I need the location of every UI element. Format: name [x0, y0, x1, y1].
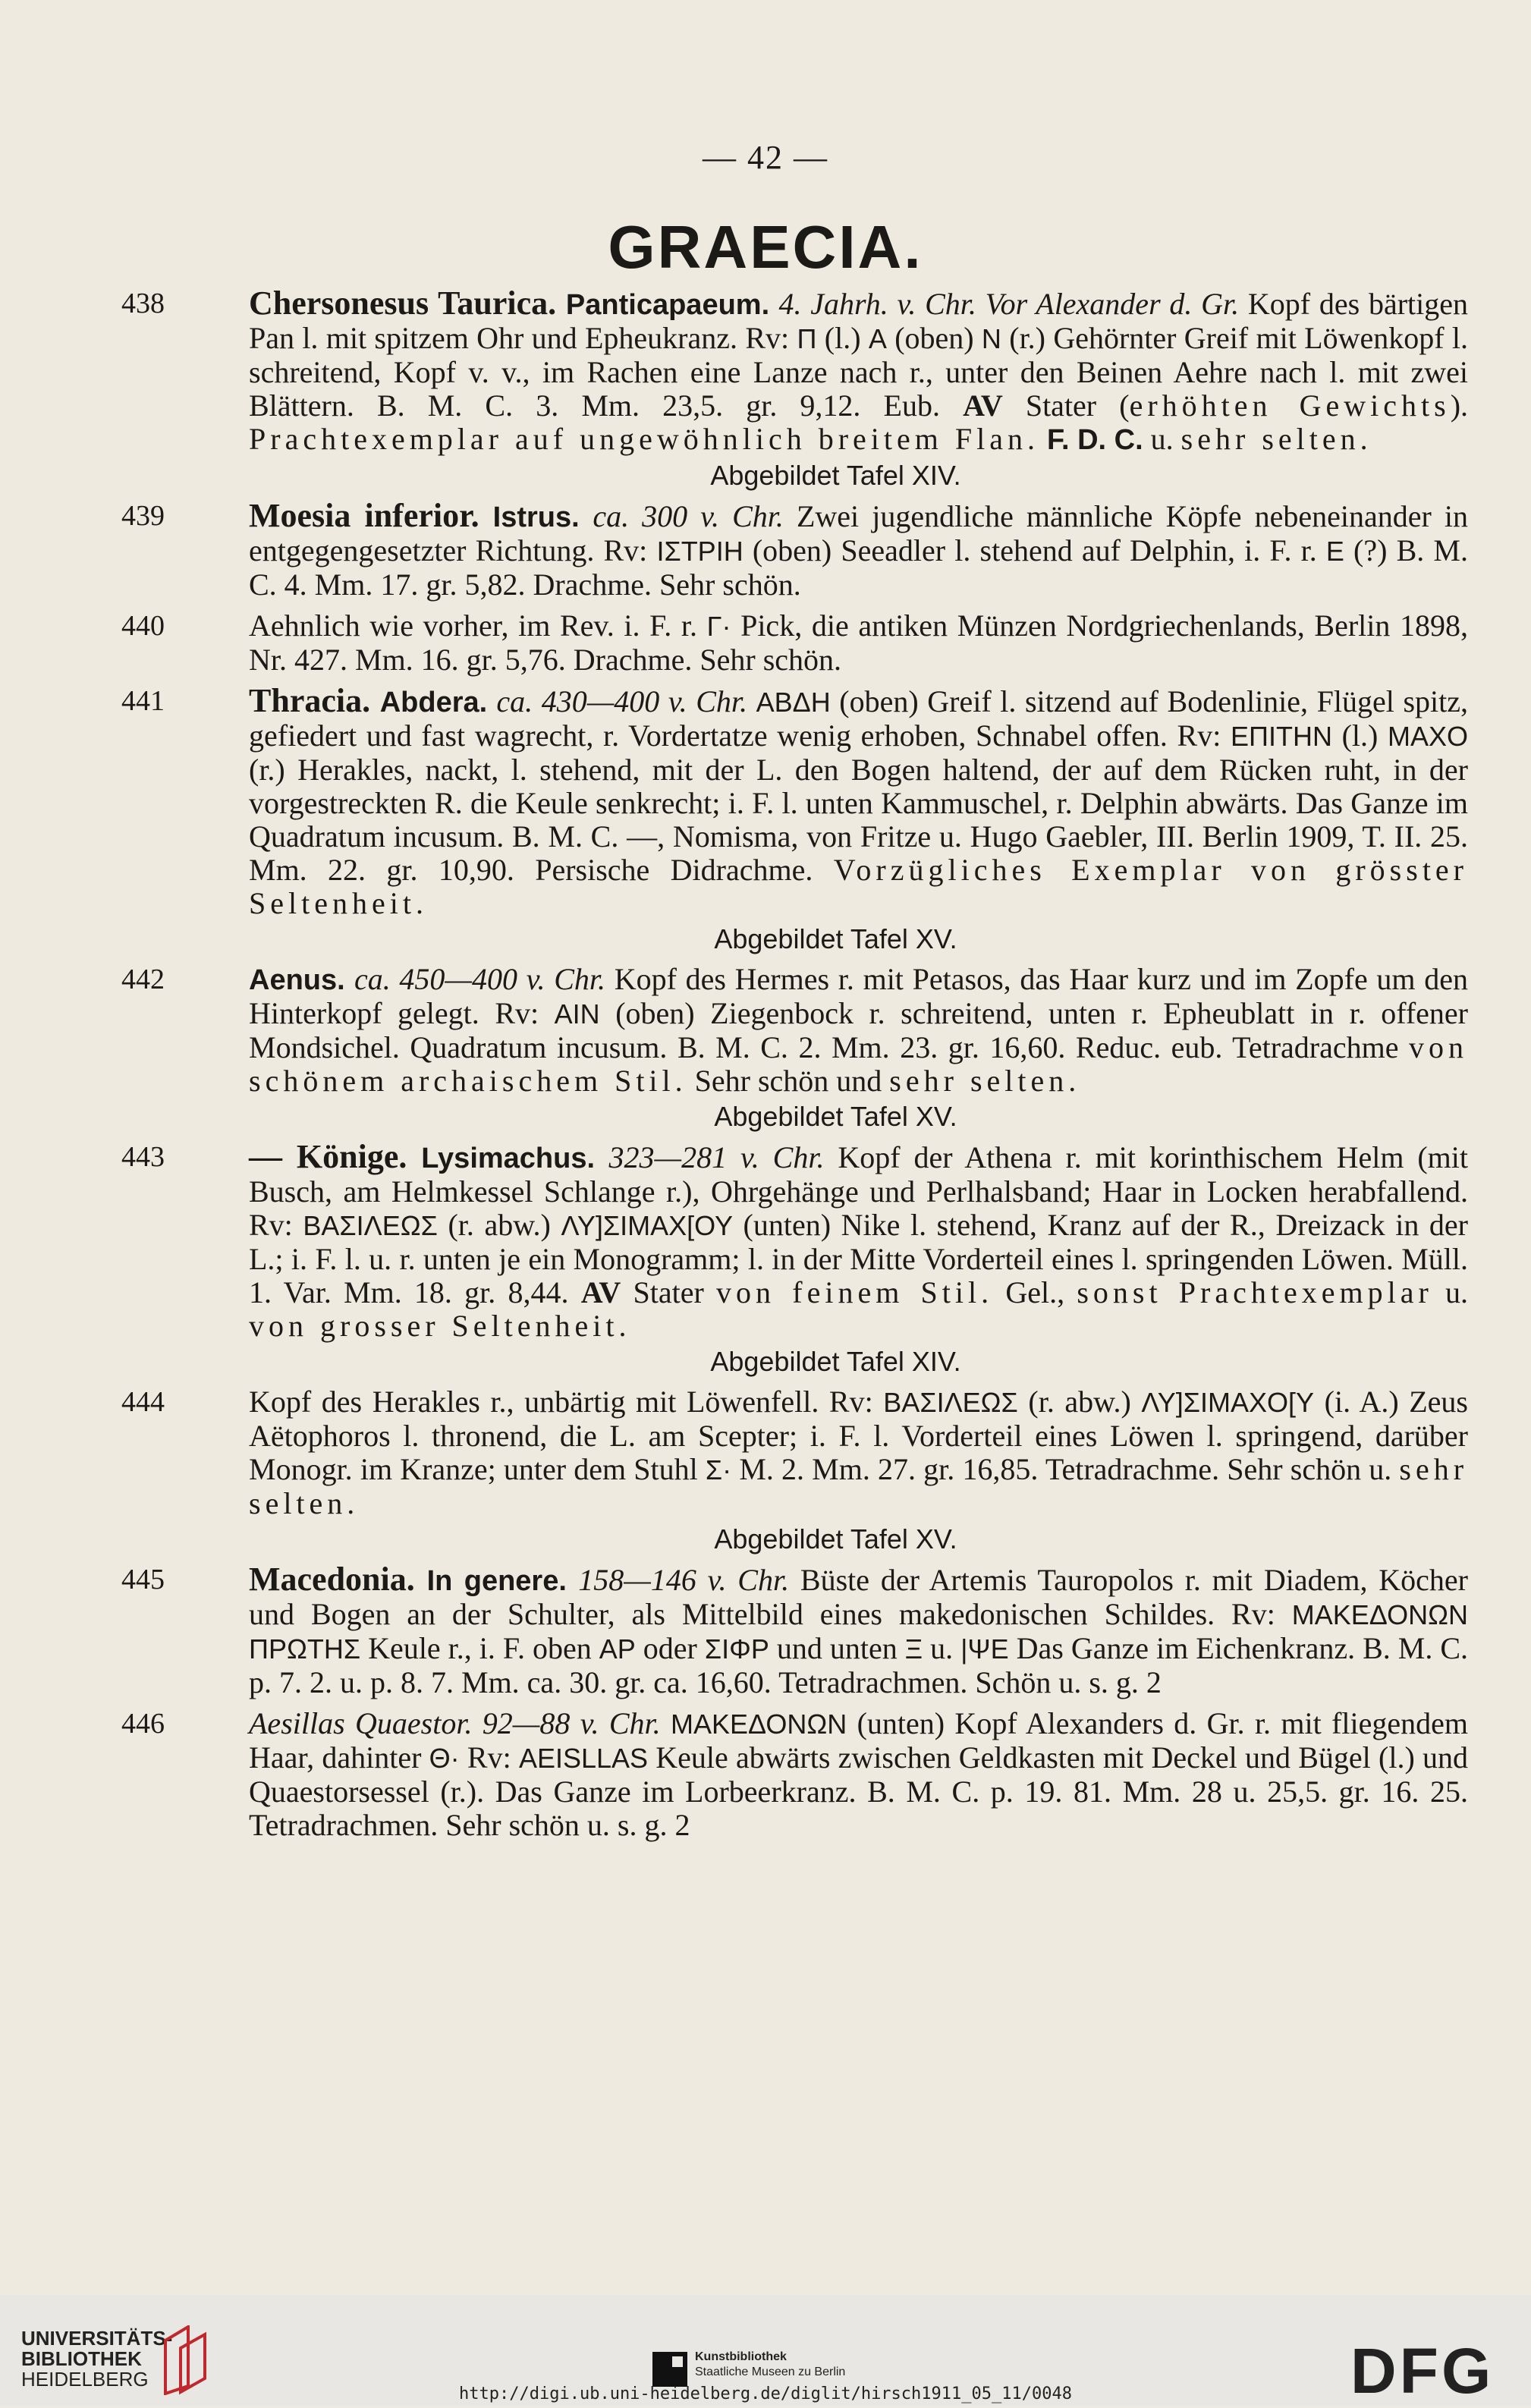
entry-text-segment: Sehr schön und — [687, 1064, 890, 1098]
catalogue-entry — [121, 1707, 1468, 1842]
entry-text-segment: ca. 430—400 v. Chr. — [496, 684, 756, 718]
entry-text-segment: (l.) — [1331, 718, 1388, 753]
entry-description — [249, 1707, 1468, 1842]
ub-heidelberg-logo[interactable] — [21, 2328, 172, 2390]
plate-reference: Abgebildet Tafel XIV. — [710, 460, 961, 491]
entry-text-segment: (oben) Seeadler l. stehend auf Delphin, i. F. r. — [743, 533, 1326, 567]
plate-reference: Abgebildet Tafel XV. — [714, 923, 957, 954]
entry-text-segment: sehr selten. — [249, 1452, 1469, 1520]
entry-text-segment: (r. abw.) — [1017, 1385, 1142, 1419]
entry-text-segment: Macedonia. — [249, 1561, 427, 1598]
dfg-logo[interactable]: DFG — [1350, 2335, 1495, 2406]
page-number: — 42 — — [703, 139, 828, 176]
entry-text-segment: sehr selten. — [1180, 422, 1372, 456]
entry-text-segment: ΜΑΚΕΔΟΝΩΝ — [671, 1709, 847, 1740]
entry-text-segment: AEISLLAS — [518, 1743, 649, 1774]
kunstbibliothek-logo-icon[interactable] — [652, 2352, 687, 2387]
kunstbibliothek-label — [695, 2350, 845, 2380]
entry-text-segment: ΙΣΤΡΙΗ — [656, 536, 743, 567]
entry-number: 444 — [121, 1386, 165, 1418]
entry-text-segment: (i. A.) Zeus Aëtophoros l. thronend, die L. am Scepter; i. F. l. Vorderteil eines Löwen l. springend, darüber Monogr. im Kranze; unter dem Stuhl — [249, 1385, 1468, 1486]
entry-text-segment: ΑΡ — [599, 1633, 636, 1665]
entry-text-segment: Γ· — [706, 611, 731, 642]
entry-text-segment: ΜΑΧΟ — [1387, 721, 1468, 752]
entry-text-segment: ΣΙΦΡ — [704, 1633, 769, 1665]
entry-description — [249, 684, 1468, 920]
catalogue-entry — [121, 1385, 1468, 1555]
entry-description — [249, 609, 1468, 677]
entry-text-segment: sonst Prachtexemplar — [1077, 1275, 1433, 1309]
entry-text-segment: ΒΑΣΙΛΕΩΣ — [883, 1387, 1018, 1418]
entry-number: 441 — [121, 685, 165, 717]
entry-text-segment: Aesillas Quaestor. 92—88 v. Chr. — [249, 1706, 671, 1740]
entry-text-segment: u. — [1143, 422, 1181, 456]
entry-text-segment: Chersonesus Taurica. — [249, 284, 566, 322]
entry-description — [249, 963, 1468, 1098]
entry-text-segment: A — [868, 323, 887, 354]
entry-text-segment: Büste der Artemis Tauropolos r. mit Diadem, Köcher und Bogen an der Schulter, als Mittelbild eines makedonischen Schildes. Rv: — [249, 1563, 1468, 1631]
entry-text-segment: u. — [1432, 1275, 1468, 1309]
entry-text-segment: 323—281 v. Chr. — [608, 1140, 838, 1174]
entry-text-segment: ΛΥ]ΣΙΜΑΧ[ΟΥ — [561, 1210, 733, 1241]
entry-number: 446 — [121, 1708, 165, 1740]
entry-text-segment: ). — [1450, 388, 1469, 423]
entry-text-segment: Σ· — [705, 1454, 732, 1485]
entry-text-segment: AV — [963, 388, 1003, 423]
entry-number: 443 — [121, 1141, 165, 1173]
ub-logo-line1: UNIVERSITÄTS- — [21, 2327, 173, 2350]
entry-text-segment: |ΨΕ — [960, 1633, 1009, 1665]
entry-text-segment: u. — [923, 1631, 961, 1665]
entry-text-segment: (oben) Ziegenbock r. schreitend, unten r. Epheublatt in r. offener Mondsichel. Quadratum incusum. B. M. C. 2. Mm. 23. gr. 16,60. Reduc. eub. Tetradrachme — [249, 996, 1468, 1064]
entry-text-segment: Kopf des Herakles r., unbärtig mit Löwenfell. Rv: — [249, 1385, 884, 1419]
entry-text-segment: ca. 300 v. Chr. — [593, 499, 797, 533]
entry-description — [249, 1563, 1468, 1699]
entry-text-segment: ΕΠΙΤΗΝ — [1230, 721, 1332, 752]
entry-text-segment: Panticapaeum. — [565, 289, 779, 321]
entry-description — [249, 499, 1468, 602]
entry-text-segment: N — [981, 323, 1001, 354]
entry-text-segment: Kopf der Athena r. mit korinthischem Helm (mit Busch, am Helmkessel Schlange r.), Ohrgehänge und Perlhalsband; Haar in Locken herabfallend. Rv: — [249, 1140, 1468, 1242]
entry-text-segment: (r.) Gehörnter Greif mit Löwenkopf l. schreitend, Kopf v. v., im Rachen eine Lanze nach r., unter den Beinen Aehre nach l. mit zwei Blättern. B. M. C. 3. Mm. 23,5. gr. 9,12. Eub. — [249, 321, 1468, 423]
entry-text-segment: M. 2. Mm. 27. gr. 16,85. Tetradrachme. Sehr schön u. — [731, 1452, 1400, 1486]
entry-text-segment: Kopf des bärtigen Pan l. mit spitzem Ohr und Epheukranz. Rv: — [249, 287, 1468, 355]
entry-text-segment: 158—146 v. Chr. — [578, 1563, 800, 1597]
entry-text-segment: ca. 450—400 v. Chr. — [354, 962, 615, 996]
page-title: GRAECIA. — [608, 213, 923, 281]
ub-logo-line2: BIBLIOTHEK — [21, 2347, 142, 2370]
entry-text-segment: Abdera. — [379, 687, 497, 718]
entry-description — [249, 284, 1469, 457]
entry-text-segment: Stater ( — [1002, 388, 1130, 423]
permalink-url[interactable]: http://digi.ub.uni-heidelberg.de/diglit/hirsch1911_05_11/0048 — [459, 2384, 1072, 2403]
catalogue-entry — [121, 609, 1468, 677]
entry-description — [249, 1385, 1468, 1520]
ub-logo-line3: HEIDELBERG — [21, 2368, 149, 2391]
entry-text-segment: Aenus. — [249, 964, 354, 996]
plate-reference: Abgebildet Tafel XIV. — [710, 1346, 961, 1377]
entry-text-segment: Ξ — [904, 1633, 923, 1665]
entry-text-segment: Könige. — [296, 1138, 422, 1175]
entry-text-segment: Gel., — [993, 1275, 1077, 1309]
entry-text-segment: Kopf des Hermes r. mit Petasos, das Haar kurz und im Zopfe um den Hinterkopf gelegt. Rv: — [249, 962, 1469, 1030]
entry-description — [249, 1140, 1468, 1343]
entry-text-segment: (r.) Herakles, nackt, l. stehend, mit der L. den Bogen haltend, der auf dem Rücken ruht, in der vorgestreckten R. die Keule senkrecht; i. F. l. unten Kammuschel, r. Delphin abwärts. Das Ganze im Quadratum incusum. B. M. C. —, Nomisma, von Fritze u. Hugo Gaebler, III. Berlin 1909, T. II. 25. Mm. 22. gr. 10,90. Persische Didrachme. — [249, 753, 1468, 887]
entry-text-segment: F. D. C. — [1046, 424, 1143, 456]
entry-number: 439 — [121, 500, 165, 532]
catalogue-entry — [121, 499, 1468, 602]
entry-text-segment: Vorzügliches Exemplar von grösster Seltenheit. — [249, 853, 1469, 920]
entry-text-segment: (?) B. M. C. 4. Mm. 17. gr. 5,82. Drachme. Sehr schön. — [249, 533, 1468, 602]
entry-text-segment: Zwei jugendliche männliche Köpfe nebeneinander in entgegengesetzter Richtung. Rv: — [249, 499, 1468, 567]
entry-text-segment: Keule r., i. F. oben — [360, 1631, 599, 1665]
entry-number: 445 — [121, 1564, 165, 1595]
catalogue-entry — [121, 684, 1468, 955]
entry-text-segment: ΜΑΚΕΔΟΝΩΝ ΠΡΩΤΗΣ — [249, 1599, 1468, 1665]
entry-text-segment: ΛΥ]ΣΙΜΑΧΟ[Υ — [1141, 1387, 1315, 1418]
entry-text-segment: E — [1325, 536, 1344, 567]
catalogue-entry — [121, 1140, 1468, 1378]
entry-text-segment: von schönem archaischem Stil. — [249, 1030, 1468, 1098]
entry-text-segment: ΒΑΣΙΛΕΩΣ — [303, 1210, 438, 1241]
entry-text-segment: Moesia inferior. — [249, 497, 493, 534]
entry-text-segment: (r. abw.) — [437, 1208, 561, 1242]
entry-text-segment: ΑΒΔΗ — [756, 687, 831, 718]
entry-text-segment: Keule abwärts zwischen Geldkasten mit Deckel und Bügel (l.) und Quaestorsessel (r.). Das Ganze im Lorbeerkranz. B. M. C. p. 19. 81. Mm. 28 u. 25,5. gr. 16. 25. Tetradrachmen. Sehr schön u. s. g. 2 — [249, 1740, 1469, 1842]
entry-text-segment: von grosser Seltenheit. — [249, 1309, 631, 1343]
footer-bar — [0, 2295, 1531, 2406]
entry-text-segment: sehr selten. — [889, 1064, 1081, 1098]
entry-text-segment: erhöhten Gewichts — [1129, 388, 1451, 423]
entry-text-segment: Pick, die antiken Münzen Nordgriechenlands, Berlin 1898, Nr. 427. Mm. 16. gr. 5,76. Drachme. Sehr schön. — [249, 608, 1469, 677]
entry-text-segment: — — [249, 1138, 297, 1175]
entry-text-segment: Thracia. — [249, 682, 380, 719]
entry-text-segment: (unten) Kopf Alexanders d. Gr. r. mit fliegendem Haar, dahinter — [249, 1706, 1469, 1775]
catalogue-entries — [121, 284, 1469, 1850]
entry-text-segment: AV — [580, 1275, 621, 1309]
entry-text-segment: Das Ganze im Eichenkranz. B. M. C. p. 7. 2. u. p. 8. 7. Mm. ca. 30. gr. ca. 16,60. Tetradrachmen. Schön u. s. g. 2 — [249, 1631, 1469, 1699]
entry-text-segment: oder — [635, 1631, 705, 1665]
entry-text-segment: Rv: — [459, 1740, 519, 1775]
entry-text-segment: (l.) — [816, 321, 869, 355]
entry-number: 442 — [121, 964, 165, 995]
entry-text-segment: von feinem Stil. — [716, 1275, 994, 1309]
catalogue-entry — [121, 963, 1468, 1133]
catalogue-entry — [121, 284, 1469, 492]
entry-text-segment: AIN — [554, 998, 600, 1030]
entry-text-segment: und unten — [769, 1631, 905, 1665]
entry-text-segment — [1039, 422, 1047, 456]
entry-text-segment: Prachtexemplar auf ungewöhnlich breitem Flan. — [249, 422, 1039, 456]
entry-number: 438 — [121, 288, 165, 319]
entry-number: 440 — [121, 610, 165, 642]
entry-text-segment: Lysimachus. — [421, 1143, 609, 1174]
entry-text-segment: 4. Jahrh. v. Chr. Vor Alexander d. Gr. — [778, 287, 1248, 321]
plate-reference: Abgebildet Tafel XV. — [714, 1523, 957, 1555]
kb-line2: Staatliche Museen zu Berlin — [695, 2366, 846, 2378]
entry-text-segment: Θ· — [429, 1743, 460, 1774]
entry-text-segment: (unten) Nike l. stehend, Kranz auf der R., Dreizack in der L.; i. F. l. u. r. unten je ein Monogramm; l. in der Mitte Vorderteil eines l. springenden Löwen. Müll. 1. Var. Mm. 18. gr. 8,44. — [249, 1208, 1469, 1309]
entry-text-segment: Istrus. — [492, 501, 593, 533]
entry-text-segment: Stater — [621, 1275, 717, 1309]
kb-line1: Kunstbibliothek — [695, 2350, 787, 2363]
entry-text-segment: (oben) — [886, 321, 982, 355]
catalogue-entry — [121, 1563, 1468, 1699]
entry-text-segment: Π — [797, 323, 817, 354]
entry-text-segment: Aehnlich wie vorher, im Rev. i. F. r. — [249, 608, 707, 643]
entry-text-segment: (oben) Greif l. sitzend auf Bodenlinie, Flügel spitz, gefiedert und fast wagrecht, r. Vordertatze wenig erhoben, Schnabel offen. Rv: — [249, 684, 1469, 753]
entry-text-segment: In genere. — [426, 1565, 579, 1597]
plate-reference: Abgebildet Tafel XV. — [714, 1101, 957, 1132]
